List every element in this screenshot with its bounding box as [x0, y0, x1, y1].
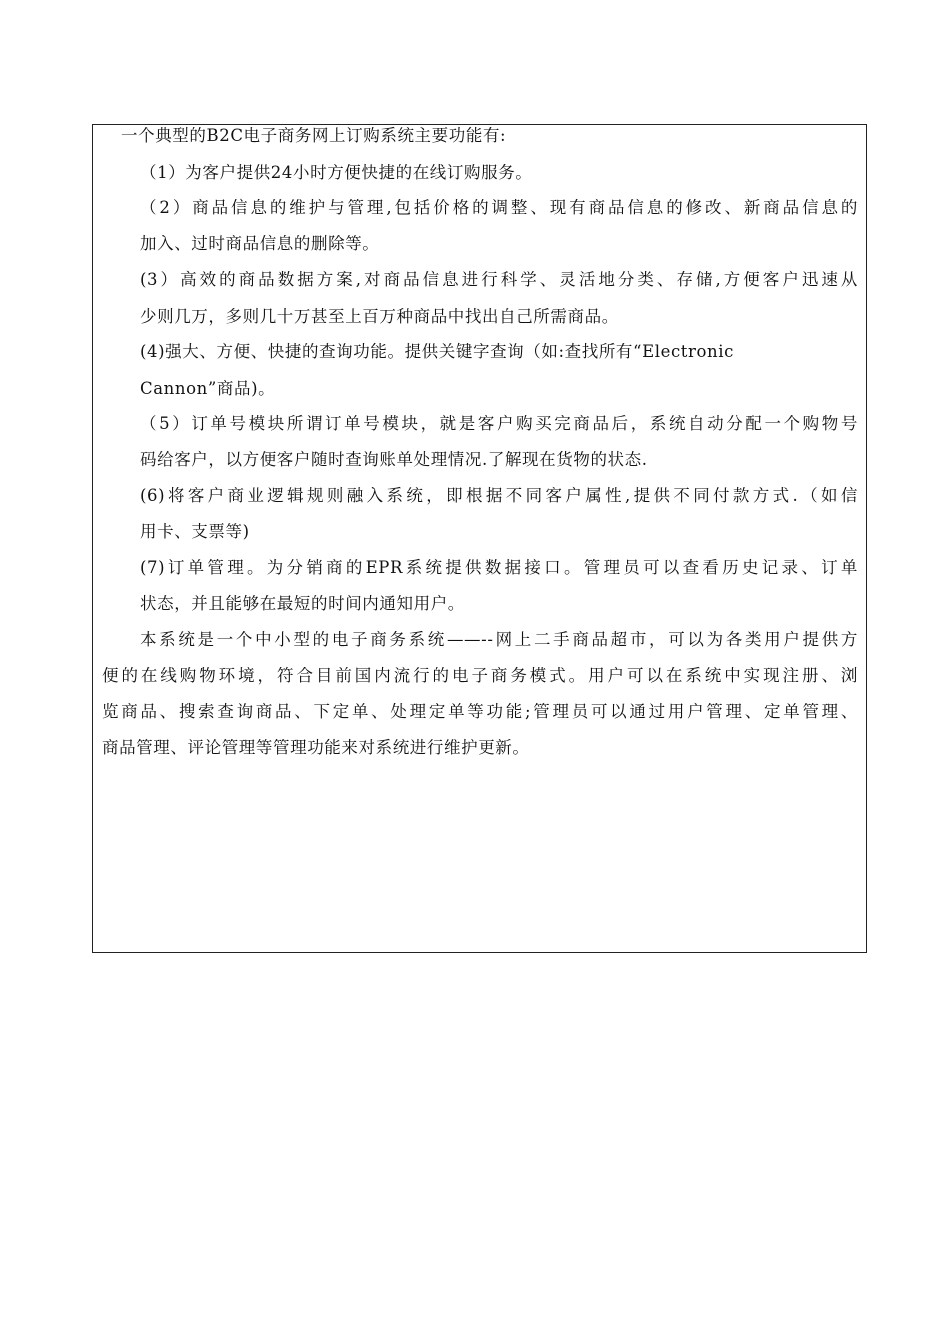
summary-line-3: 览商品、搜索查询商品、下定单、处理定单等功能;管理员可以通过用户管理、定单管理、	[102, 702, 858, 721]
item-5-line-1: （5）订单号模块所谓订单号模块，就是客户购买完商品后，系统自动分配一个购物号	[140, 414, 858, 433]
summary-line-2: 便的在线购物环境，符合目前国内流行的电子商务模式。用户可以在系统中实现注册、浏	[102, 666, 858, 685]
item-2-line-1: （2）商品信息的维护与管理,包括价格的调整、现有商品信息的修改、新商品信息的	[140, 198, 858, 217]
summary-line-1: 本系统是一个中小型的电子商务系统——--网上二手商品超市，可以为各类用户提供方	[140, 630, 858, 649]
item-7-line-2: 状态，并且能够在最短的时间内通知用户。	[140, 594, 465, 613]
summary-line-4: 商品管理、评论管理等管理功能来对系统进行维护更新。	[102, 738, 530, 757]
item-7-line-1: (7)订单管理。为分销商的EPR系统提供数据接口。管理员可以查看历史记录、订单	[140, 558, 858, 577]
item-6-line-1: (6)将客户商业逻辑规则融入系统，即根据不同客户属性,提供不同付款方式.（如信	[140, 486, 858, 505]
item-3-line-2: 少则几万，多则几十万甚至上百万种商品中找出自己所需商品。	[140, 307, 619, 326]
item-2-line-2: 加入、过时商品信息的删除等。	[140, 234, 380, 253]
item-5-line-2: 码给客户，以方便客户随时查询账单处理情况.了解现在货物的状态.	[140, 450, 648, 469]
item-4-line-1: (4)强大、方便、快捷的查询功能。提供关键字查询（如:查找所有“Electronic	[140, 342, 734, 361]
item-4-line-2: Cannon”商品)。	[140, 379, 276, 398]
item-6-line-2: 用卡、支票等)	[140, 522, 250, 541]
item-1-line: （1）为客户提供24小时方便快捷的在线订购服务。	[140, 163, 533, 182]
intro-line: 一个典型的B2C电子商务网上订购系统主要功能有:	[121, 126, 507, 145]
item-3-line-1: (3）高效的商品数据方案,对商品信息进行科学、灵活地分类、存储,方便客户迅速从	[140, 270, 858, 289]
